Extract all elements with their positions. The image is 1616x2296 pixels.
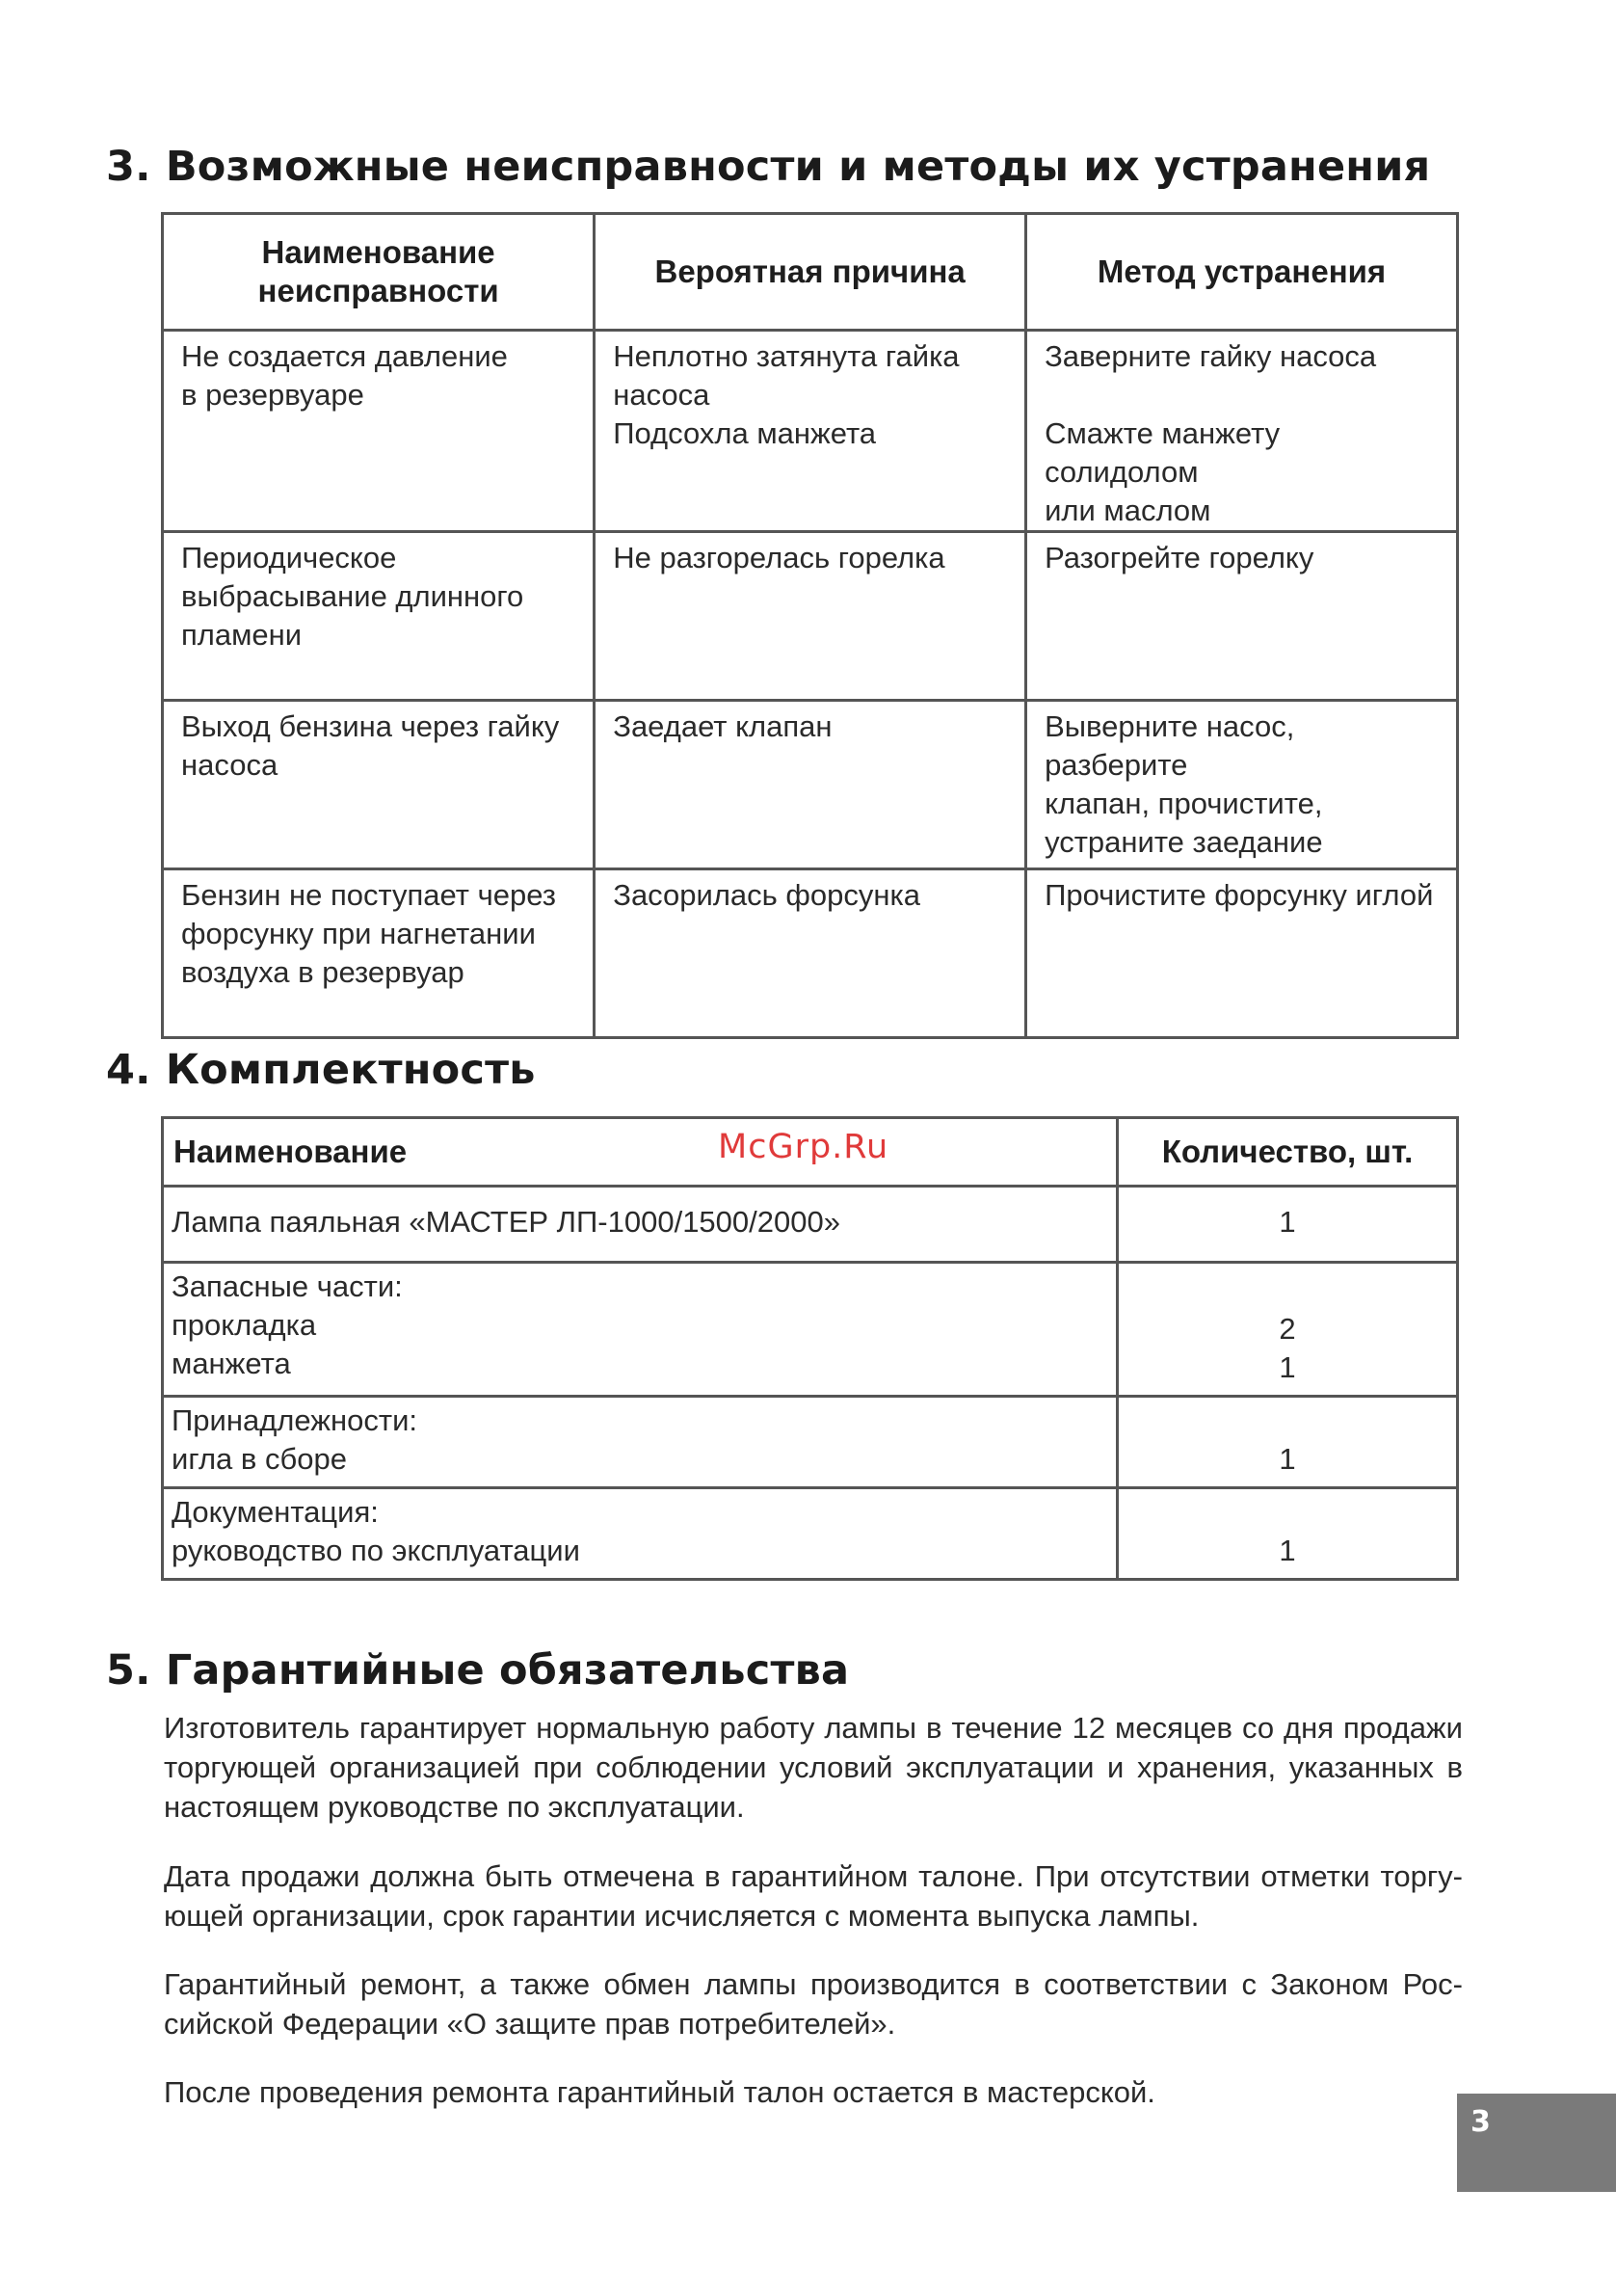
item-qty: 2 1 (1118, 1263, 1458, 1397)
fault-cell: Выход бензина через гайку насоса (163, 701, 595, 869)
fix-cell (1026, 331, 1458, 532)
header-fix: Метод устранения (1026, 214, 1458, 331)
warranty-paragraph: Дата продажи должна быть отмечена в гарантийном талоне. При отсутствии отметки торгующей организации, срок гарантии исчисляется с момента выпуска лампы. (164, 1859, 1463, 1933)
item-qty: 1 (1118, 1187, 1458, 1263)
warranty-paragraph: Изготовитель гарантирует нормальную работу лампы в течение 12 месяцев со дня продажи торгующей организацией при соблюдении условий эксплуатации и хранения, указанных в настоящем руководстве по эксплуатации. (164, 1711, 1463, 1824)
section-3-title: 3. Возможные неисправности и методы их устранения (106, 143, 1431, 191)
page-number-tab (1457, 2094, 1616, 2192)
header-qty: Количество, шт. (1118, 1118, 1458, 1187)
cause-cell: Не разгорелась горелка (595, 532, 1026, 701)
fault-cell: Не создается давление в резервуаре (163, 331, 595, 532)
cause-text: Неплотно затянута гайка насоса (613, 339, 960, 412)
header-fault-name: Наименование неисправности (163, 214, 595, 331)
header-cause: Вероятная причина (595, 214, 1026, 331)
faults-table (161, 212, 1459, 1039)
header-name: Наименование (163, 1118, 1118, 1187)
table-row (163, 331, 1458, 532)
fix-text: Смажте манжету солидолом или маслом (1045, 416, 1281, 527)
watermark: McGrp.Ru (718, 1128, 889, 1166)
table-row (163, 1187, 1458, 1263)
section-5-title: 5. Гарантийные обязательства (106, 1646, 850, 1695)
fix-text: Заверните гайку насоса (1045, 339, 1377, 373)
fault-cell: Периодическое выбрасывание длинного пламени (163, 532, 595, 701)
cause-cell (595, 331, 1026, 532)
fix-cell: Выверните насос, разберите клапан, прочистите, устраните заедание (1026, 701, 1458, 869)
item-qty: 1 (1118, 1488, 1458, 1580)
table-row (163, 1397, 1458, 1488)
page-number: 3 (1470, 2105, 1491, 2139)
table-row (163, 1263, 1458, 1397)
table-row (163, 1488, 1458, 1580)
fix-cell: Прочистите форсунку иглой (1026, 869, 1458, 1038)
item-name: Лампа паяльная «МАСТЕР ЛП-1000/1500/2000» (163, 1187, 1118, 1263)
item-qty: 1 (1118, 1397, 1458, 1488)
faults-header-row (163, 214, 1458, 331)
section-4-title: 4. Комплектность (106, 1046, 536, 1094)
table-row (163, 869, 1458, 1038)
cause-cell: Заедает клапан (595, 701, 1026, 869)
cause-cell: Засорилась форсунка (595, 869, 1026, 1038)
completeness-table (161, 1116, 1459, 1581)
cause-text: Подсохла манжета (613, 416, 877, 450)
table-row (163, 701, 1458, 869)
fix-cell: Разогрейте горелку (1026, 532, 1458, 701)
table-row (163, 532, 1458, 701)
item-name: Документация: руководство по эксплуатации (163, 1488, 1118, 1580)
warranty-paragraph: Гарантийный ремонт, а также обмен лампы производится в соответствии с Законом Российской Федерации «О защите прав потребителей». (164, 1967, 1463, 2041)
item-name: Принадлежности: игла в сборе (163, 1397, 1118, 1488)
fault-cell: Бензин не поступает через форсунку при нагнетании воздуха в резервуар (163, 869, 595, 1038)
item-name: Запасные части: прокладка манжета (163, 1263, 1118, 1397)
warranty-paragraph: После проведения ремонта гарантийный талон остается в мастерской. (164, 2075, 1155, 2109)
